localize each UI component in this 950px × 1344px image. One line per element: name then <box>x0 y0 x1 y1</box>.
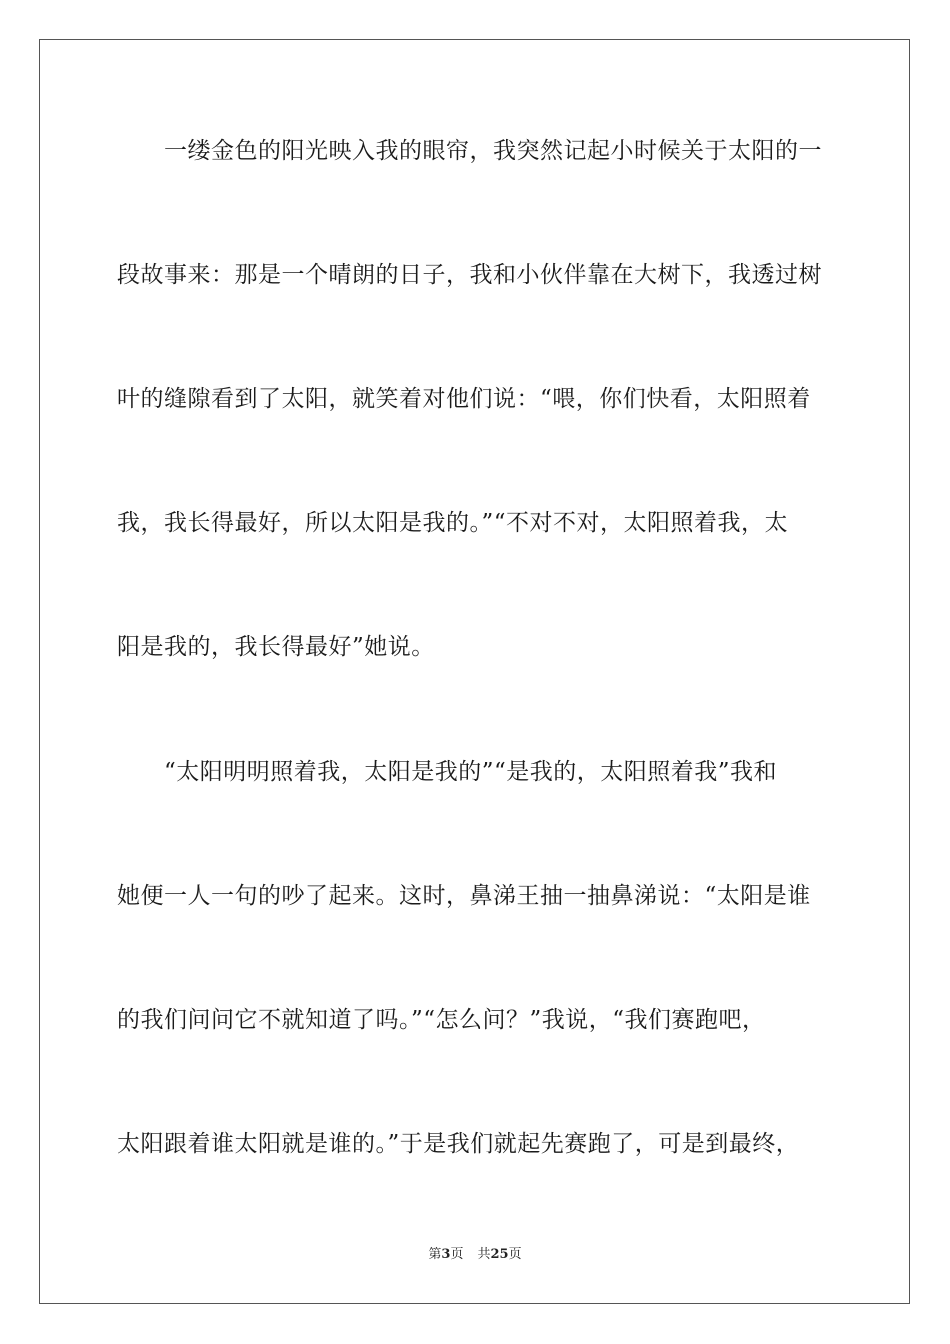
text-line: 我，我长得最好，所以太阳是我的。”“不对不对，太阳照着我，太 <box>117 510 789 536</box>
text-line: 她便一人一句的吵了起来。这时，鼻涕王抽一抽鼻涕说：“太阳是谁 <box>117 883 811 909</box>
total-prefix: 共 <box>477 1247 491 1262</box>
page-prefix: 第 <box>428 1247 442 1262</box>
text-line: “太阳明明照着我，太阳是我的”“是我的，太阳照着我”我和 <box>117 759 778 785</box>
total-pages: 25 <box>490 1247 509 1262</box>
page-footer <box>0 1246 950 1264</box>
text-line: 太阳跟着谁太阳就是谁的。”于是我们就起先赛跑了，可是到最终， <box>117 1131 800 1157</box>
text-line: 段故事来：那是一个晴朗的日子，我和小伙伴靠在大树下，我透过树 <box>117 262 822 288</box>
total-suffix: 页 <box>508 1247 522 1262</box>
text-line: 叶的缝隙看到了太阳，就笑着对他们说：“喂，你们快看，太阳照着 <box>117 386 811 412</box>
text-line: 的我们问问它不就知道了吗。”“怎么问？”我说，“我们赛跑吧， <box>117 1007 766 1033</box>
page-border <box>39 39 910 1304</box>
page-number: 3 <box>441 1247 451 1262</box>
text-line: 一缕金色的阳光映入我的眼帘，我突然记起小时候关于太阳的一 <box>117 138 822 164</box>
page-suffix: 页 <box>450 1247 464 1262</box>
text-line: 阳是我的，我长得最好”她说。 <box>117 634 435 660</box>
